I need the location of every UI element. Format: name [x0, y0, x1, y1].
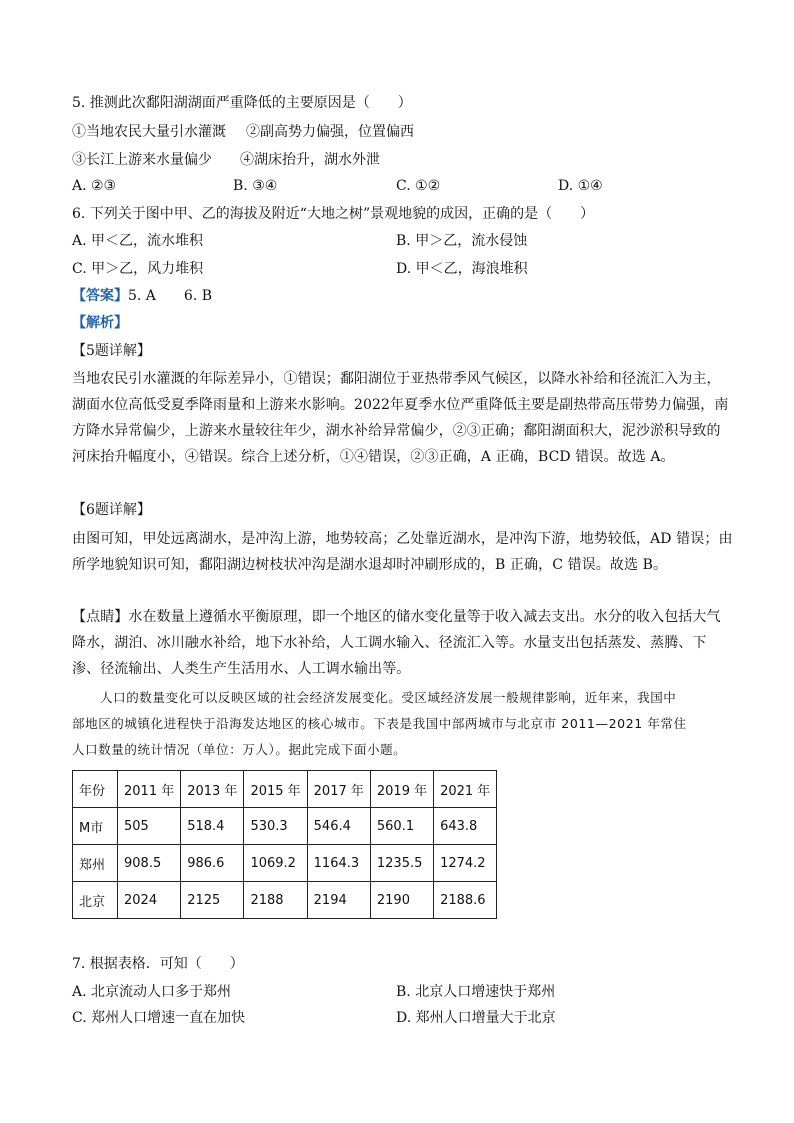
q5-option-a: A. ②③ — [72, 178, 117, 194]
table-header-cell: 2021 年 — [434, 771, 497, 808]
table-cell: 2125 — [181, 882, 244, 919]
table-cell: 530.3 — [244, 808, 307, 845]
table-cell: 2188.6 — [434, 882, 497, 919]
q5-statement-2: ②副高势力偏强，位置偏西 — [246, 124, 414, 140]
detail5-line: 方降水异常偏少，上游来水量较往年少，湖水补给异常偏少，②③正确；鄱阳湖面积大，泥沙淤积导致的 — [72, 423, 721, 439]
answer-text: 5. A 6. B — [128, 288, 213, 304]
analysis-label: 【解析】 — [72, 315, 128, 331]
table-cell: 546.4 — [307, 808, 370, 845]
tip-paragraph — [72, 604, 724, 682]
table-cell: 643.8 — [434, 808, 497, 845]
table-cell: 1069.2 — [244, 845, 307, 882]
q7-option-c: C. 郑州人口增速一直在加快 — [72, 1010, 246, 1026]
table-row — [73, 882, 497, 919]
q5-statement-3: ③长江上游来水量偏少 — [72, 152, 212, 168]
q7-option-d: D. 郑州人口增量大于北京 — [396, 1010, 556, 1026]
intro-line: 部地区的城镇化进程快于沿海发达地区的核心城市。下表是我国中部两城市与北京市 2011—2021 年常住 — [72, 716, 687, 731]
q5-stem: 5. 推测此次鄱阳湖湖面严重降低的主要原因是（ ） — [72, 95, 412, 111]
table-header-cell: 年份 — [73, 771, 118, 808]
table-cell: 986.6 — [181, 845, 244, 882]
detail6-label: 【6题详解】 — [72, 502, 151, 518]
q6-stem: 6. 下列关于图中甲、乙的海拔及附近“大地之树”景观地貌的成因，正确的是（ ） — [72, 206, 595, 222]
intro-line: 人口数量的统计情况（单位：万人）。据此完成下面小题。 — [72, 742, 407, 757]
tip-line: 降水，湖泊、冰川融水补给，地下水补给，人工调水输入、径流汇入等。水量支出包括蒸发、蒸腾、下 — [72, 635, 707, 651]
intro-line: 人口的数量变化可以反映区域的社会经济发展变化。受区域经济发展一般规律影响，近年来，我国中 — [100, 690, 677, 705]
table-cell: 2194 — [307, 882, 370, 919]
table-header-cell: 2015 年 — [244, 771, 307, 808]
table-cell: M市 — [73, 808, 118, 845]
tip-line: 渗、径流输出、人类生产生活用水、人工调水输出等。 — [72, 661, 411, 677]
population-table — [72, 770, 497, 919]
table-cell: 北京 — [73, 882, 118, 919]
table-cell: 518.4 — [181, 808, 244, 845]
q5-option-b: B. ③④ — [233, 178, 278, 194]
q5-statement-4: ④湖床抬升，湖水外泄 — [240, 152, 380, 168]
table-header-cell: 2019 年 — [370, 771, 433, 808]
table-row — [73, 845, 497, 882]
table-cell: 560.1 — [370, 808, 433, 845]
table-header-cell: 2017 年 — [307, 771, 370, 808]
detail6-paragraph — [72, 526, 733, 578]
detail6-line: 由图可知，甲处远离湖水，是冲沟上游，地势较高；乙处靠近湖水，是冲沟下游，地势较低，AD 错误；由 — [72, 531, 733, 547]
table-cell: 505 — [118, 808, 181, 845]
q7-option-a: A. 北京流动人口多于郑州 — [72, 984, 232, 1000]
table-cell: 1164.3 — [307, 845, 370, 882]
table-cell: 2024 — [118, 882, 181, 919]
q6-option-d: D. 甲＜乙，海浪堆积 — [396, 261, 528, 277]
q6-option-a: A. 甲＜乙，流水堆积 — [72, 233, 204, 249]
table-header-row — [73, 771, 497, 808]
table-cell: 2188 — [244, 882, 307, 919]
table-header-cell: 2013 年 — [181, 771, 244, 808]
q5-option-d: D. ①④ — [558, 178, 603, 194]
detail5-paragraph — [72, 366, 729, 470]
table-cell: 1274.2 — [434, 845, 497, 882]
detail5-line: 河床抬升幅度小，④错误。综合上述分析，①④错误，②③正确，A 正确，BCD 错误。故选 A。 — [72, 449, 675, 465]
intro-paragraph — [72, 685, 724, 763]
detail5-line: 湖面水位高低受夏季降雨量和上游来水影响。2022年夏季水位严重降低主要是副热带高压带势力偏强，南 — [72, 397, 729, 413]
table-cell: 1235.5 — [370, 845, 433, 882]
q6-option-b: B. 甲＞乙，流水侵蚀 — [396, 233, 528, 249]
answer-label: 【答案】 — [72, 288, 128, 304]
q7-option-b: B. 北京人口增速快于郑州 — [396, 984, 556, 1000]
detail6-line: 所学地貌知识可知，鄱阳湖边树枝状冲沟是湖水退却时冲刷形成的，B 正确，C 错误。故选 B。 — [72, 557, 668, 573]
q5-statement-1: ①当地农民大量引水灌溉 — [72, 124, 226, 140]
answer-line — [72, 286, 212, 306]
detail5-label: 【5题详解】 — [72, 343, 151, 359]
table-cell: 908.5 — [118, 845, 181, 882]
tip-line: 水在数量上遵循水平衡原理，即一个地区的储水变化量等于收入减去支出。水分的收入包括大气 — [128, 609, 721, 625]
tip-label: 【点睛】 — [72, 609, 129, 625]
q5-option-c: C. ①② — [396, 178, 441, 194]
q6-option-c: C. 甲＞乙，风力堆积 — [72, 261, 204, 277]
table-header-cell: 2011 年 — [118, 771, 181, 808]
table-row — [73, 808, 497, 845]
q7-stem: 7. 根据表格．可知（ ） — [72, 956, 244, 972]
detail5-line: 当地农民引水灌溉的年际差异小，①错误；鄱阳湖位于亚热带季风气候区，以降水补给和径流汇入为主， — [72, 371, 721, 387]
table-cell: 2190 — [370, 882, 433, 919]
table-cell: 郑州 — [73, 845, 118, 882]
